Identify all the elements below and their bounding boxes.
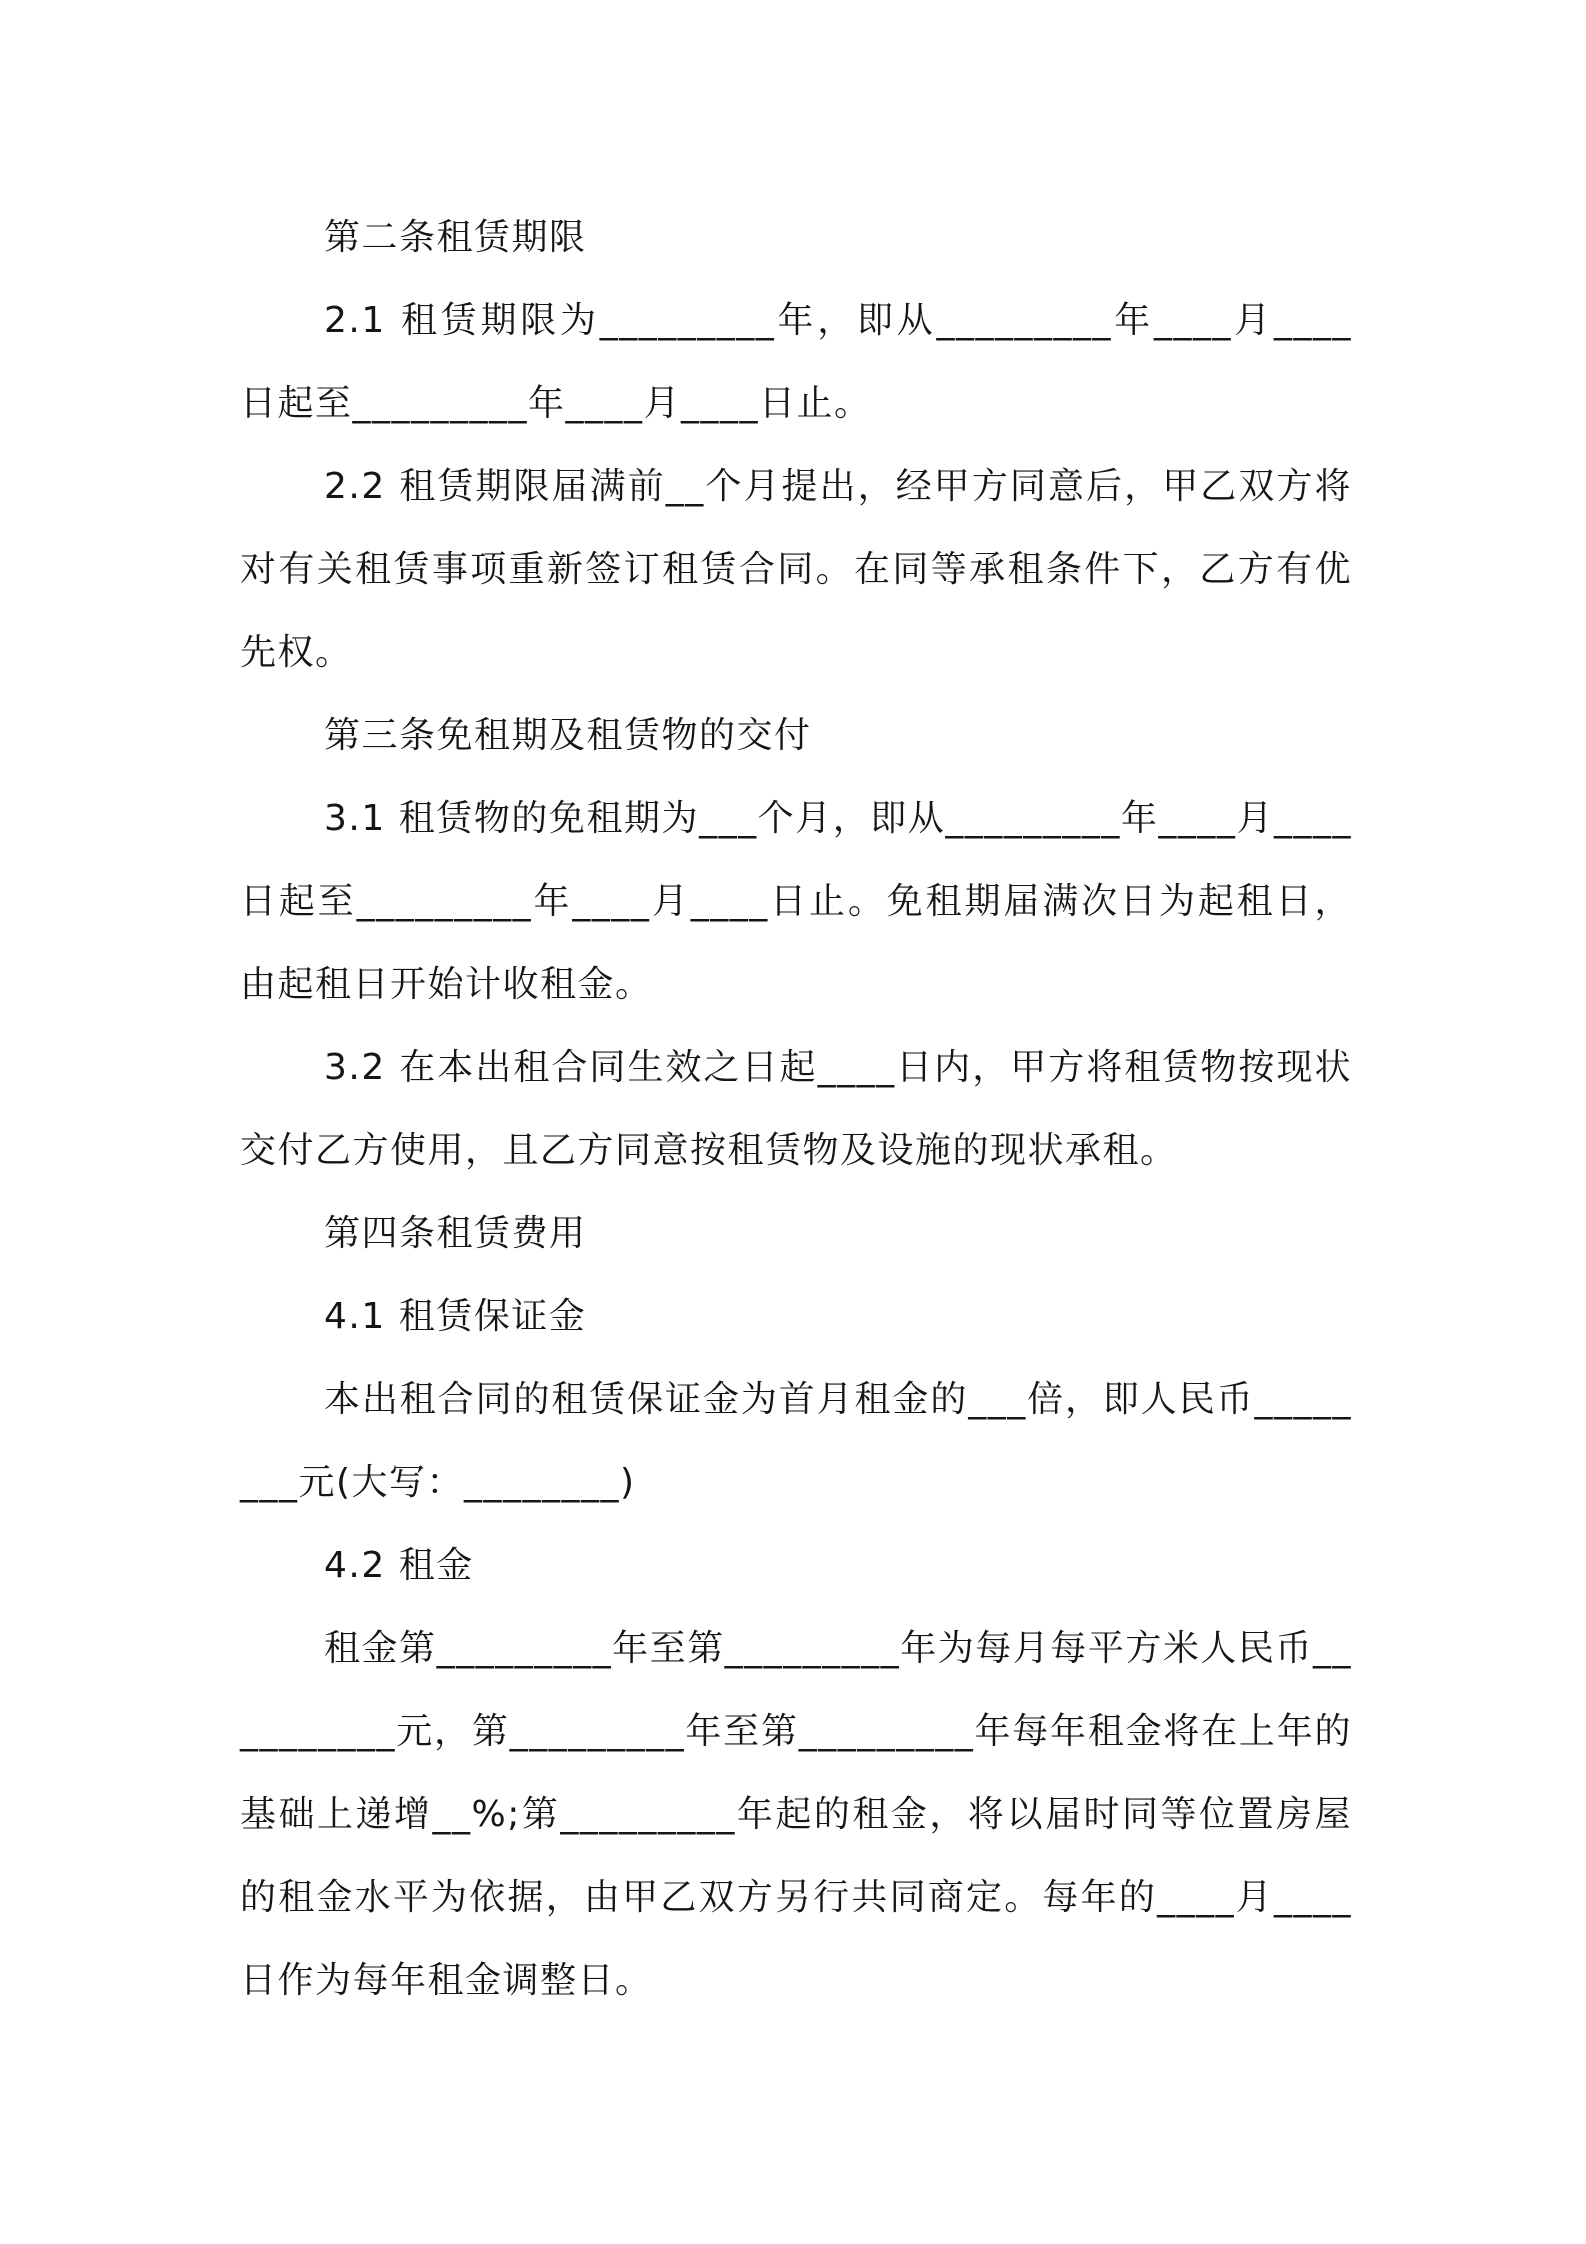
clause-3-1: 3.1 租赁物的免租期为___个月，即从_________年____月____日起至_________年____月____日止。免租期届满次日为起租日，由起租日开始计收租金。	[240, 798, 1352, 1005]
clause-4-1-body: 本出租合同的租赁保证金为首月租金的___倍，即人民币________元(大写：________)	[240, 1379, 1352, 1503]
article-4-heading: 第四条租赁费用	[324, 1213, 587, 1254]
article-2-heading: 第二条租赁期限	[324, 217, 587, 258]
clause-3-2: 3.2 在本出租合同生效之日起____日内，甲方将租赁物按现状交付乙方使用，且乙方同意按租赁物及设施的现状承租。	[240, 1047, 1352, 1171]
clause-4-2-body: 租金第_________年至第_________年为每月每平方米人民币__________元，第_________年至第_________年每年租金将在上年的基础上递增__%;第_________年起的租金，将以届时同等位置房屋的租金水平为依据，由甲乙双方另行共同商定。每年的____月____日作为每年租金调整日。	[240, 1628, 1352, 2001]
document-body	[240, 196, 1352, 2022]
article-3-heading: 第三条免租期及租赁物的交付	[324, 715, 812, 756]
clause-2-2: 2.2 租赁期限届满前__个月提出，经甲方同意后，甲乙双方将对有关租赁事项重新签订租赁合同。在同等承租条件下，乙方有优先权。	[240, 466, 1352, 673]
clause-4-2-heading: 4.2 租金	[324, 1545, 474, 1586]
clause-2-1: 2.1 租赁期限为_________年，即从_________年____月____日起至_________年____月____日止。	[240, 300, 1352, 424]
clause-4-1-heading: 4.1 租赁保证金	[324, 1296, 587, 1337]
